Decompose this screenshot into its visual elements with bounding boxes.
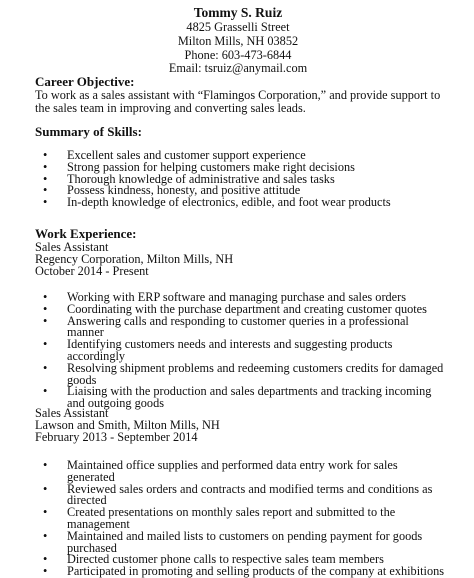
street-address: 4825 Grasselli Street (186, 20, 290, 34)
career-objective-heading: Career Objective: (35, 74, 135, 89)
candidate-name: Tommy S. Ruiz (193, 5, 283, 20)
duty-item (35, 313, 445, 340)
duty-text: Identifying customers needs and interests and suggesting products accordingly (67, 337, 393, 363)
bullet-icon: • (43, 301, 48, 316)
bullet-icon: • (43, 337, 48, 352)
bullet-icon: • (43, 183, 48, 198)
bullet-icon: • (43, 384, 48, 399)
job-1-company: Regency Corporation, Milton Mills, NH (35, 251, 234, 266)
duty-item (35, 360, 445, 387)
job-2-title: Sales Assistant (35, 406, 109, 420)
career-objective-text: To work as a sales assistant with “Flamingos Corporation,” and provide support to the sales team in improving and converting sales leads. (35, 88, 441, 115)
duty-item (35, 566, 445, 578)
duty-text: Participated in promoting and selling products of the company at exhibitions (67, 564, 445, 578)
job-2-duties (35, 460, 445, 578)
duty-text: Resolving shipment problems and redeeming customers credits for damaged goods (67, 360, 444, 387)
duty-item (35, 460, 445, 484)
duty-text: Directed customer phone calls to respective sales team members (67, 552, 384, 567)
duty-text: Liaising with the production and sales departments and tracking incoming and outgoing goods (67, 384, 432, 411)
bullet-icon: • (43, 528, 48, 543)
bullet-icon: • (43, 290, 48, 304)
job-1-duties (35, 292, 445, 410)
bullet-icon: • (43, 481, 48, 496)
duty-text: Maintained and mailed lists to customers on pending payment for goods purchased (67, 528, 423, 555)
skill-text: Thorough knowledge of administrative and sales tasks (67, 171, 335, 186)
work-experience-heading: Work Experience: (35, 226, 137, 241)
duty-item (35, 507, 445, 531)
duty-text: Answering calls and responding to customer queries in a professional manner (67, 313, 409, 340)
bullet-icon: • (43, 313, 48, 328)
duty-item (35, 339, 445, 363)
bullet-icon: • (43, 552, 48, 567)
skill-text: Excellent sales and customer support experience (67, 148, 306, 162)
bullet-icon: • (43, 360, 48, 375)
bullet-icon: • (43, 159, 48, 174)
job-1-title: Sales Assistant (35, 240, 109, 254)
job-1-dates: October 2014 - Present (35, 263, 149, 278)
bullet-icon: • (43, 505, 48, 520)
skills-heading: Summary of Skills: (35, 124, 142, 139)
city-state-zip: Milton Mills, NH 03852 (177, 33, 299, 48)
skill-text: In-depth knowledge of electronics, edible, and foot wear products (67, 195, 391, 210)
duty-text: Coordinating with the purchase department and creating customer quotes (67, 301, 427, 316)
job-2-info (35, 408, 220, 443)
contact-header (130, 5, 346, 76)
bullet-icon: • (43, 148, 48, 162)
skill-item (35, 197, 445, 209)
job-1-info (35, 242, 233, 277)
bullet-icon: • (43, 171, 48, 186)
duty-item (35, 528, 445, 555)
phone-number: Phone: 603-473-6844 (184, 47, 292, 62)
email-address: Email: tsruiz@anymail.com (168, 61, 308, 76)
bullet-icon: • (43, 458, 48, 472)
duty-text: Maintained office supplies and performed data entry work for sales generated (67, 458, 398, 484)
bullet-icon: • (43, 564, 48, 578)
skill-text: Strong passion for helping customers make right decisions (67, 159, 355, 174)
duty-text: Created presentations on monthly sales report and submitted to the management (67, 505, 396, 531)
duty-text: Reviewed sales orders and contracts and modified terms and conditions as directed (67, 481, 433, 508)
duty-item (35, 481, 445, 508)
bullet-icon: • (43, 195, 48, 210)
skill-text: Possess kindness, honesty, and positive attitude (67, 183, 301, 198)
duty-text: Working with ERP software and managing purchase and sales orders (67, 290, 407, 304)
skills-list (35, 150, 445, 209)
job-2-company: Lawson and Smith, Milton Mills, NH (35, 417, 220, 432)
job-2-dates: February 2013 - September 2014 (35, 429, 198, 444)
